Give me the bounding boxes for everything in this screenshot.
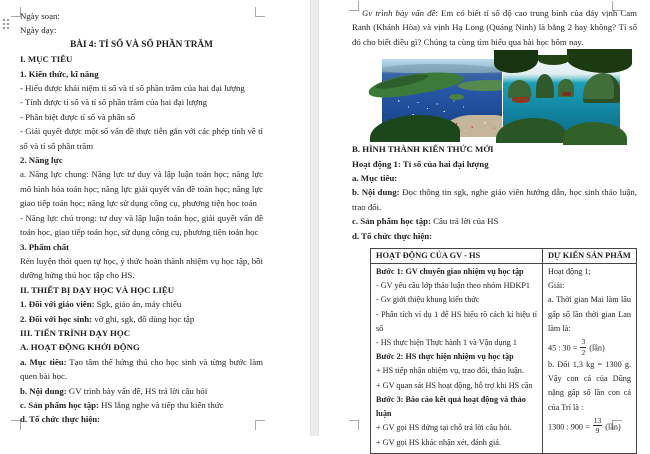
- text-segment: a. Năng lực chung: Năng lực tư duy và lập luận toán học; năng lực mô hình hóa toán học; năng lực giải quyết vấn đề toán học; năng lực giao tiếp toán học; năng lực sử dụng công cụ, phương tiện học toán: [20, 169, 263, 209]
- text-segment: 3. Phẩm chất: [20, 241, 70, 252]
- text-segment: d. Tổ chức thực hiện:: [20, 414, 101, 425]
- fraction: $\frac{13}{9}$: [593, 415, 602, 436]
- fraction: $\frac{3}{2}$: [581, 337, 586, 357]
- text-segment: 2. Đối với học sinh:: [20, 313, 93, 324]
- doc-line: [352, 157, 637, 171]
- gv-hs-row: + GV gọi HS khác nhận xét, đánh giá.: [376, 437, 501, 447]
- doc-line: [20, 95, 263, 109]
- text-segment: Rèn luyện thói quen tự học, ý thức hoàn thành nhiệm vụ học tập, bồi dưỡng hứng thú học tập cho HS.: [20, 255, 263, 281]
- page-gap: [310, 0, 319, 436]
- gv-hs-row: Bước 2: HS thực hiện nhiệm vụ học tập: [376, 352, 514, 362]
- text-segment: III. TIẾN TRÌNH DẠY HỌC: [20, 327, 131, 338]
- doc-line: [352, 229, 637, 243]
- text-segment: BÀI 4: TỈ SỐ VÀ SỐ PHẦN TRĂM: [70, 39, 213, 50]
- foliage-bottom-left: [496, 118, 566, 144]
- text-segment: Sgk, giáo án, máy chiếu: [94, 299, 182, 310]
- gv-hs-row: + GV gọi HS đứng tại chỗ trả lời câu hỏi.: [376, 423, 512, 433]
- product-row: 1300 : 900 = $\frac{13}{9}$ (lần): [548, 415, 621, 436]
- text-segment: II. THIẾT BỊ DẠY HỌC VÀ HỌC LIỆU: [20, 284, 175, 295]
- product-row: b. Đổi 1,3 kg = 1300 g. Vậy con cá của Dũng nặng gấp số lần con cá của Trí là :: [548, 360, 631, 412]
- doc-line: [20, 254, 263, 283]
- text-segment: B. HÌNH THÀNH KIẾN THỨC MỚI: [352, 144, 494, 155]
- doc-line: [352, 185, 637, 214]
- text-segment: 1. Đối với giáo viên:: [20, 299, 95, 310]
- ha-long-bay-photo: [502, 59, 620, 134]
- boat-small: [562, 92, 571, 96]
- foliage-bottom-right: [563, 122, 627, 145]
- table-header-gv-hs: HOẠT ĐỘNG CỦA GV - HS: [371, 249, 543, 263]
- text-segment: Hoạt động 1: Tỉ số của hai đại lượng: [352, 158, 489, 169]
- doc-line: [20, 283, 263, 297]
- doc-line: [352, 214, 637, 228]
- text-segment: Tạo tâm thế hứng thú cho học sinh và từng bước làm quen bài học.: [20, 356, 263, 382]
- karst-island: [536, 74, 555, 98]
- text-segment: HS lắng nghe và tiếp thu kiến thức: [98, 399, 224, 410]
- text-segment: Ngày soạn:: [20, 11, 60, 21]
- doc-line: [20, 153, 263, 167]
- foliage-top-right: [567, 49, 631, 73]
- gv-hs-row: + GV quan sát HS hoạt động, hỗ trợ khi HS cần: [376, 380, 533, 390]
- text-segment: c. Sản phẩm học tập:: [352, 216, 431, 227]
- doc-line: [20, 312, 263, 326]
- text-segment: b. Nội dung:: [352, 187, 400, 198]
- text-segment: Đọc thông tin sgk, nghe giáo viên hướng dẫn, học sinh thảo luận, trao đổi.: [352, 187, 637, 212]
- table-col-product[interactable]: [543, 264, 636, 453]
- gv-hs-row: - GV yêu cầu lớp thảo luận theo nhóm HĐKP1: [376, 281, 531, 291]
- gv-hs-row: - Phân tích ví dụ 1 để HS hiểu rõ cách kí hiệu tỉ số: [376, 309, 537, 333]
- doc-line: [20, 412, 263, 426]
- doc-line: [20, 211, 263, 240]
- doc-line: [20, 110, 263, 124]
- text-segment: a. Mục tiêu:: [352, 173, 398, 184]
- gv-hs-row: Bước 1: GV chuyển giao nhiệm vụ học tập: [376, 267, 524, 277]
- gv-hs-row: - HS thực hiện Thực hành 1 và Vận dụng 1: [376, 338, 517, 348]
- text-segment: : Em có biết tỉ số độ cao trung bình của đáy vịnh Cam Ranh (Khánh Hòa) và vịnh Hạ Long (Quảng Ninh) là bằng 2 hay không? Tỉ số đó cho biết điều gì? Chúng ta cùng tìm hiểu qua bài học hôm nay.: [352, 8, 637, 47]
- text-segment: Ngày dạy:: [20, 25, 57, 36]
- text-segment: 1. Kiến thức, kĩ năng: [20, 68, 99, 79]
- text-segment: - Hiểu được khái niệm tỉ số và tỉ số phần trăm của hai đại lượng: [20, 83, 245, 94]
- text-segment: I. MỤC TIÊU: [20, 54, 73, 65]
- doc-line: [20, 23, 263, 37]
- doc-line: [20, 398, 263, 412]
- product-row: Hoạt động 1;: [548, 267, 591, 277]
- doc-line: [20, 355, 263, 384]
- table-body-row: [371, 264, 636, 453]
- text-segment: - Giải quyết được một số vấn đề thực tiễn gắn với các phép tính về tỉ số và tỉ số phần trăm: [20, 126, 263, 151]
- page-left[interactable]: [0, 0, 310, 436]
- doc-line: [352, 171, 637, 185]
- doc-line: [20, 326, 263, 340]
- text-segment: Gv trình bày vấn đề: [362, 8, 436, 18]
- doc-line: [20, 52, 263, 66]
- foliage-top-left: [494, 50, 538, 73]
- doc-line: [20, 384, 263, 398]
- intro-paragraph: [352, 6, 637, 49]
- table-header-product: DỰ KIẾN SẢN PHẨM: [548, 251, 631, 261]
- text-segment: Câu trả lời của HS: [430, 216, 499, 227]
- karst-island-large: [583, 73, 620, 103]
- text-segment: - Phân biệt được tỉ số và phân số: [20, 111, 135, 122]
- text-segment: GV trình bày vấn đề, HS trả lời câu hỏi: [66, 385, 208, 396]
- table-col-gv-hs[interactable]: [371, 264, 543, 453]
- drag-handle-icon[interactable]: [3, 19, 5, 21]
- text-segment: A. HOẠT ĐỘNG KHỞI ĐỘNG: [20, 342, 140, 353]
- text-segment: 2. Năng lực: [20, 155, 63, 166]
- product-row: 45 : 30 = $\frac{3}{2}$ (lần): [548, 337, 605, 357]
- doc-line: [20, 340, 263, 354]
- text-segment: vở ghi, sgk, đồ dùng học tập: [92, 313, 195, 324]
- karst-island: [508, 80, 531, 98]
- text-segment: c. Sản phẩm học tập:: [20, 399, 99, 410]
- doc-line: [20, 124, 263, 153]
- activity-table: [370, 248, 637, 454]
- doc-line: [20, 67, 263, 81]
- doc-line: [20, 240, 263, 254]
- gv-hs-row: + HS tiếp nhận nhiệm vụ, trao đổi, thảo luận.: [376, 366, 524, 376]
- page-left-content[interactable]: [20, 9, 263, 427]
- doc-line: [20, 297, 263, 311]
- text-segment: b. Nội dung:: [20, 385, 67, 396]
- bays-photo-figure[interactable]: [382, 59, 620, 134]
- boat: [512, 97, 530, 104]
- text-segment: a. Mục tiêu:: [20, 356, 67, 367]
- doc-title: [20, 38, 263, 52]
- doc-line: [20, 81, 263, 95]
- table-header-row: [371, 249, 636, 264]
- text-segment: d. Tổ chức thực hiện:: [352, 230, 433, 241]
- gv-hs-row: - Gv giới thiệu khung kiến thức: [376, 295, 480, 305]
- doc-line: [20, 167, 263, 210]
- page-right[interactable]: [319, 0, 650, 447]
- foliage-top-middle: [538, 55, 568, 66]
- activity-section-text: [352, 142, 637, 243]
- product-row: a. Thời gian Mai làm lâu gấp số lần thời gian Lan làm là:: [548, 295, 631, 333]
- text-segment: - Tính được tỉ số và tỉ số phần trăm của hai đại lượng: [20, 97, 208, 108]
- text-segment: - Năng lực chú trọng: tư duy và lập luận toán học, giải quyết vấn đề toán học, giao tiếp toán học, sử dụng công cụ, phương tiện toán học: [20, 212, 263, 238]
- page-right-content[interactable]: [352, 6, 637, 454]
- gv-hs-row: Bước 3: Báo cáo kết quả hoạt động và thảo luận: [376, 394, 526, 419]
- product-row: Giải:: [548, 281, 565, 291]
- cam-ranh-bay-photo: [382, 59, 502, 134]
- doc-line: [20, 9, 263, 23]
